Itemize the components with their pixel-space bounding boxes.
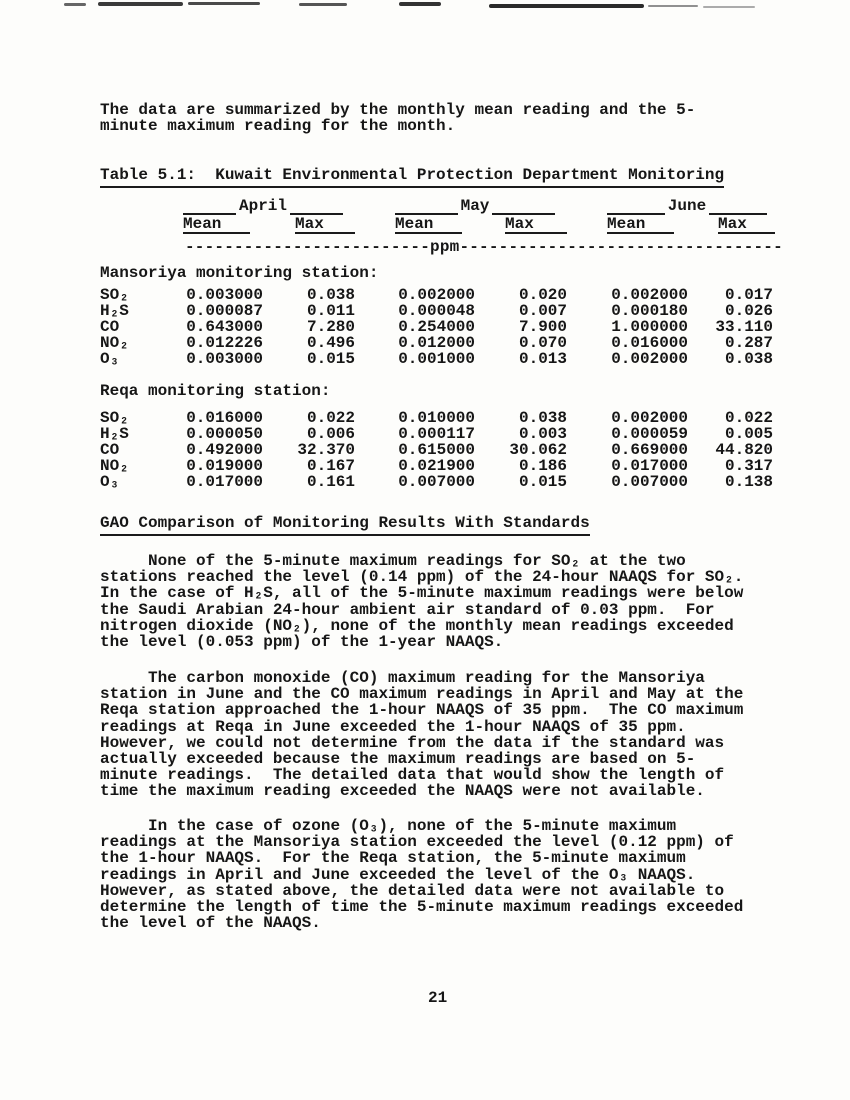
scan-artifact <box>64 3 86 6</box>
section-heading-text: GAO Comparison of Monitoring Results With Standards <box>100 514 590 536</box>
column-header-mean: Mean <box>395 216 462 234</box>
text-line: However, we could not determine from the data if the standard was <box>100 733 725 752</box>
value-cell: 0.070 <box>518 334 567 353</box>
table-row <box>100 319 795 335</box>
value-cell: 0.003 <box>518 425 567 444</box>
chemical-label: SO₂ <box>100 409 129 427</box>
table-row <box>100 335 795 351</box>
value-cell: 0.007000 <box>611 473 688 492</box>
text-line: However, as stated above, the detailed data were not available to <box>100 881 725 900</box>
value-cell: 0.317 <box>724 457 773 476</box>
text-line: the level of the NAAQS. <box>100 914 321 933</box>
intro-line: The data are summarized by the monthly mean reading and the 5- <box>100 101 696 119</box>
text-line: None of the 5-minute maximum readings for SO₂ at the two <box>100 552 686 570</box>
header-rule <box>183 198 236 215</box>
scan-artifact <box>648 5 698 7</box>
column-header-max: Max <box>295 216 355 234</box>
month-label: April <box>239 197 288 215</box>
value-cell: 44.820 <box>715 441 773 460</box>
value-cell: 0.669000 <box>611 441 688 460</box>
text-line: readings at Reqa in June exceeded the 1-hour NAAQS of 35 ppm. <box>100 717 686 736</box>
value-cell: 0.038 <box>724 350 773 369</box>
table-row <box>100 474 795 490</box>
value-cell: 0.492000 <box>186 441 263 460</box>
column-header-max: Max <box>505 216 567 234</box>
station-rows-reqa <box>100 410 795 490</box>
value-cell: 0.017000 <box>611 457 688 476</box>
value-cell: 7.280 <box>306 318 355 337</box>
value-cell: 0.017 <box>724 286 773 304</box>
value-cell: 0.038 <box>306 286 355 304</box>
chemical-label: CO <box>100 441 120 460</box>
text-line: readings in April and June exceeded the level of the O₃ NAAQS. <box>100 865 696 884</box>
value-cell: 0.000087 <box>186 302 263 321</box>
value-cell: 0.038 <box>518 409 567 427</box>
value-cell: 0.022 <box>724 409 773 427</box>
value-cell: 30.062 <box>509 441 567 460</box>
value-cell: 0.022 <box>306 409 355 427</box>
value-cell: 0.000050 <box>186 425 263 444</box>
ppm-unit-line: -------------------------ppm--------------------------------- <box>185 238 783 256</box>
value-cell: 7.900 <box>518 318 567 337</box>
value-cell: 0.615000 <box>398 441 475 460</box>
month-group-may <box>395 198 555 215</box>
month-label: May <box>460 197 490 215</box>
text-line: the level (0.053 ppm) of the 1-year NAAQS. <box>100 633 504 652</box>
station-label-reqa: Reqa monitoring station: <box>100 382 331 400</box>
station-rows-mansoriya <box>100 287 795 367</box>
table-row <box>100 410 795 426</box>
value-cell: 0.643000 <box>186 318 263 337</box>
text-line: In the case of ozone (O₃), none of the 5-minute maximum <box>100 817 677 835</box>
body-paragraph <box>100 670 743 800</box>
value-cell: 0.003000 <box>186 286 263 304</box>
value-cell: 0.016000 <box>611 334 688 353</box>
value-cell: 0.254000 <box>398 318 475 337</box>
header-rule <box>395 198 458 215</box>
value-cell: 0.017000 <box>186 473 263 492</box>
text-line: actually exceeded because the maximum readings are based on 5- <box>100 750 696 769</box>
intro-line: minute maximum reading for the month. <box>100 117 456 136</box>
chemical-label: O₃ <box>100 350 120 369</box>
text-line: station in June and the CO maximum readings in April and May at the <box>100 685 744 704</box>
value-cell: 0.002000 <box>611 350 688 369</box>
chemical-label: SO₂ <box>100 286 129 304</box>
text-line: minute readings. The detailed data that would show the length of <box>100 766 725 785</box>
intro-paragraph <box>100 102 695 134</box>
scan-artifact <box>399 2 441 6</box>
table-row <box>100 426 795 442</box>
page-number: 21 <box>428 989 448 1007</box>
value-cell: 0.021900 <box>398 457 475 476</box>
chemical-label: CO <box>100 318 120 337</box>
value-cell: 0.019000 <box>186 457 263 476</box>
value-cell: 0.020 <box>518 286 567 304</box>
chemical-label: NO₂ <box>100 457 129 476</box>
table-title <box>100 166 724 184</box>
value-cell: 33.110 <box>715 318 773 337</box>
value-cell: 0.002000 <box>611 286 688 304</box>
value-cell: 0.012226 <box>186 334 263 353</box>
scan-artifact <box>703 6 755 8</box>
scan-artifact <box>188 2 260 5</box>
table-row <box>100 287 795 303</box>
value-cell: 0.287 <box>724 334 773 353</box>
text-line: nitrogen dioxide (NO₂), none of the monthly mean readings exceeded <box>100 616 734 635</box>
value-cell: 0.011 <box>306 302 355 321</box>
header-rule <box>607 198 665 215</box>
chemical-label: H₂S <box>100 425 129 444</box>
text-line: the Saudi Arabian 24-hour ambient air standard of 0.03 ppm. For <box>100 600 715 619</box>
chemical-label: H₂S <box>100 302 129 321</box>
value-cell: 0.006 <box>306 425 355 444</box>
column-header-mean: Mean <box>607 216 674 234</box>
month-group-june <box>607 198 767 215</box>
body-paragraph <box>100 553 743 650</box>
value-cell: 0.010000 <box>398 409 475 427</box>
month-label: June <box>667 197 707 215</box>
value-cell: 0.015 <box>306 350 355 369</box>
column-header-max: Max <box>718 216 775 234</box>
text-line: determine the length of time the 5-minute maximum readings exceeded <box>100 898 744 917</box>
value-cell: 0.161 <box>306 473 355 492</box>
value-cell: 0.000180 <box>611 302 688 321</box>
station-label-mansoriya: Mansoriya monitoring station: <box>100 264 379 282</box>
chemical-label: O₃ <box>100 473 120 492</box>
value-cell: 0.005 <box>724 425 773 444</box>
value-cell: 0.013 <box>518 350 567 369</box>
value-cell: 0.007 <box>518 302 567 321</box>
body-paragraph <box>100 818 743 931</box>
value-cell: 0.012000 <box>398 334 475 353</box>
text-line: readings at the Mansoriya station exceeded the level (0.12 ppm) of <box>100 833 734 852</box>
scan-artifact <box>489 4 644 8</box>
scan-artifact <box>98 2 183 6</box>
value-cell: 0.001000 <box>398 350 475 369</box>
value-cell: 1.000000 <box>611 318 688 337</box>
value-cell: 0.167 <box>306 457 355 476</box>
section-heading <box>100 514 590 532</box>
text-line: In the case of H₂S, all of the 5-minute maximum readings were below <box>100 584 744 603</box>
value-cell: 0.496 <box>306 334 355 353</box>
table-row <box>100 458 795 474</box>
value-cell: 0.000059 <box>611 425 688 444</box>
table-row <box>100 303 795 319</box>
value-cell: 0.007000 <box>398 473 475 492</box>
value-cell: 0.000048 <box>398 302 475 321</box>
table-title-text: Table 5.1: Kuwait Environmental Protection Department Monitoring <box>100 166 724 188</box>
value-cell: 0.003000 <box>186 350 263 369</box>
text-line: time the maximum reading exceeded the NAAQS were not available. <box>100 782 705 801</box>
text-line: the 1-hour NAAQS. For the Reqa station, the 5-minute maximum <box>100 849 686 868</box>
value-cell: 0.026 <box>724 302 773 321</box>
scan-artifact <box>299 3 347 6</box>
text-line: stations reached the level (0.14 ppm) of the 24-hour NAAQS for SO₂. <box>100 568 744 587</box>
value-cell: 0.002000 <box>398 286 475 304</box>
table-row <box>100 351 795 367</box>
value-cell: 0.000117 <box>398 425 475 444</box>
header-rule <box>709 198 767 215</box>
month-group-april <box>183 198 343 215</box>
value-cell: 0.186 <box>518 457 567 476</box>
value-cell: 0.016000 <box>186 409 263 427</box>
header-rule <box>290 198 343 215</box>
value-cell: 32.370 <box>297 441 355 460</box>
table-row <box>100 442 795 458</box>
header-rule <box>492 198 555 215</box>
column-header-mean: Mean <box>183 216 250 234</box>
text-line: Reqa station approached the 1-hour NAAQS of 35 ppm. The CO maximum <box>100 701 744 720</box>
text-line: The carbon monoxide (CO) maximum reading for the Mansoriya <box>100 669 705 687</box>
value-cell: 0.138 <box>724 473 773 492</box>
chemical-label: NO₂ <box>100 334 129 353</box>
value-cell: 0.015 <box>518 473 567 492</box>
value-cell: 0.002000 <box>611 409 688 427</box>
